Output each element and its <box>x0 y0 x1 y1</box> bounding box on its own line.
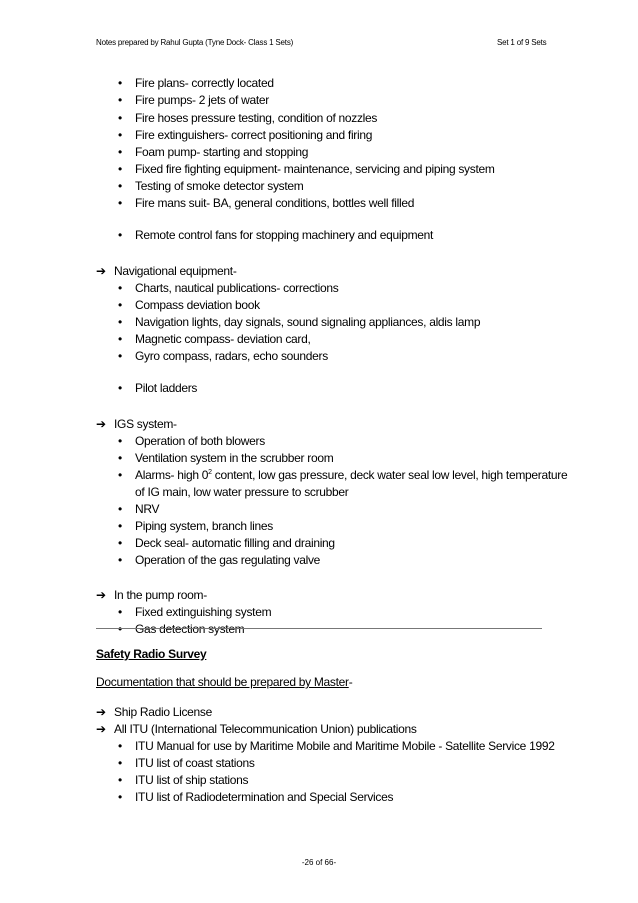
bullet-icon: • <box>118 502 123 516</box>
arrow-right-icon: ➔ <box>96 417 107 431</box>
list-item: All ITU (International Telecommunication Union) publications <box>114 722 417 736</box>
bullet-icon: • <box>118 553 123 567</box>
list-item: Pilot ladders <box>135 381 198 395</box>
documentation-heading <box>96 675 352 689</box>
bullet-icon: • <box>118 315 123 329</box>
list-item: Fixed fire fighting equipment- maintenance, servicing and piping system <box>135 162 495 176</box>
bullet-icon: • <box>118 349 123 363</box>
list-item-continuation: of IG main, low water pressure to scrubber <box>135 485 349 499</box>
documentation-heading-dash: - <box>348 675 353 689</box>
bullet-icon: • <box>118 145 123 159</box>
list-item: Charts, nautical publications- corrections <box>135 281 339 295</box>
arrow-right-icon: ➔ <box>96 588 107 602</box>
bullet-icon: • <box>118 111 123 125</box>
list-item: Operation of both blowers <box>135 434 265 448</box>
bullet-icon: • <box>118 128 123 142</box>
list-item: Fixed extinguishing system <box>135 605 272 619</box>
page-footer: -26 of 66- <box>301 858 337 867</box>
bullet-icon: • <box>118 298 123 312</box>
list-item: ITU Manual for use by Maritime Mobile and Maritime Mobile - Satellite Service 1992 <box>135 739 555 753</box>
list-item: Remote control fans for stopping machinery and equipment <box>135 228 434 242</box>
bullet-icon: • <box>118 468 123 482</box>
bullet-icon: • <box>118 93 123 107</box>
list-item: Fire extinguishers- correct positioning and firing <box>135 128 373 142</box>
bullet-icon: • <box>118 76 123 90</box>
list-item: Gyro compass, radars, echo sounders <box>135 349 328 363</box>
bullet-icon: • <box>118 605 123 619</box>
bullet-icon: • <box>118 536 123 550</box>
list-item: Deck seal- automatic filling and draining <box>135 536 335 550</box>
list-item: Fire plans- correctly located <box>135 76 274 90</box>
list-item: Piping system, branch lines <box>135 519 273 533</box>
section-heading-navigational: Navigational equipment- <box>114 264 237 278</box>
bullet-icon: • <box>118 381 123 395</box>
bullet-icon: • <box>118 162 123 176</box>
bullet-icon: • <box>118 434 123 448</box>
list-item: Fire mans suit- BA, general conditions, bottles well filled <box>135 196 415 210</box>
list-item: Magnetic compass- deviation card, <box>135 332 311 346</box>
arrow-right-icon: ➔ <box>96 264 107 278</box>
section-title-safety-radio: Safety Radio Survey <box>96 647 207 661</box>
arrow-right-icon: ➔ <box>96 722 107 736</box>
list-item: Gas detection system <box>135 622 245 636</box>
page-header-left: Notes prepared by Rahul Gupta (Tyne Dock- Class 1 Sets) <box>96 38 294 47</box>
alarms-text-start: Alarms- high 0 <box>135 468 209 482</box>
bullet-icon: • <box>118 451 123 465</box>
section-heading-igs: IGS system- <box>114 417 177 431</box>
list-item: Foam pump- starting and stopping <box>135 145 309 159</box>
bullet-icon: • <box>118 519 123 533</box>
list-item: Ventilation system in the scrubber room <box>135 451 334 465</box>
list-item-alarms <box>135 468 567 482</box>
page-header-right: Set 1 of 9 Sets <box>497 38 547 47</box>
alarms-text-rest: content, low gas pressure, deck water seal low level, high temperature <box>211 468 568 482</box>
bullet-icon: • <box>118 332 123 346</box>
list-item: Fire hoses pressure testing, condition of nozzles <box>135 111 378 125</box>
bullet-icon: • <box>118 281 123 295</box>
documentation-heading-text: Documentation that should be prepared by Master <box>96 675 349 689</box>
arrow-right-icon: ➔ <box>96 705 107 719</box>
horizontal-rule <box>96 628 542 629</box>
bullet-icon: • <box>118 622 123 636</box>
list-item: NRV <box>135 502 160 516</box>
list-item: Navigation lights, day signals, sound signaling appliances, aldis lamp <box>135 315 481 329</box>
list-item: Compass deviation book <box>135 298 260 312</box>
list-item: Fire pumps- 2 jets of water <box>135 93 269 107</box>
bullet-icon: • <box>118 756 123 770</box>
bullet-icon: • <box>118 739 123 753</box>
list-item: Operation of the gas regulating valve <box>135 553 321 567</box>
bullet-icon: • <box>118 773 123 787</box>
bullet-icon: • <box>118 179 123 193</box>
bullet-icon: • <box>118 228 123 242</box>
list-item: ITU list of ship stations <box>135 773 249 787</box>
list-item: Testing of smoke detector system <box>135 179 304 193</box>
list-item: ITU list of Radiodetermination and Special Services <box>135 790 394 804</box>
list-item: Ship Radio License <box>114 705 213 719</box>
bullet-icon: • <box>118 196 123 210</box>
section-heading-pump-room: In the pump room- <box>114 588 207 602</box>
alarms-superscript: 2 <box>208 469 212 476</box>
list-item: ITU list of coast stations <box>135 756 255 770</box>
bullet-icon: • <box>118 790 123 804</box>
